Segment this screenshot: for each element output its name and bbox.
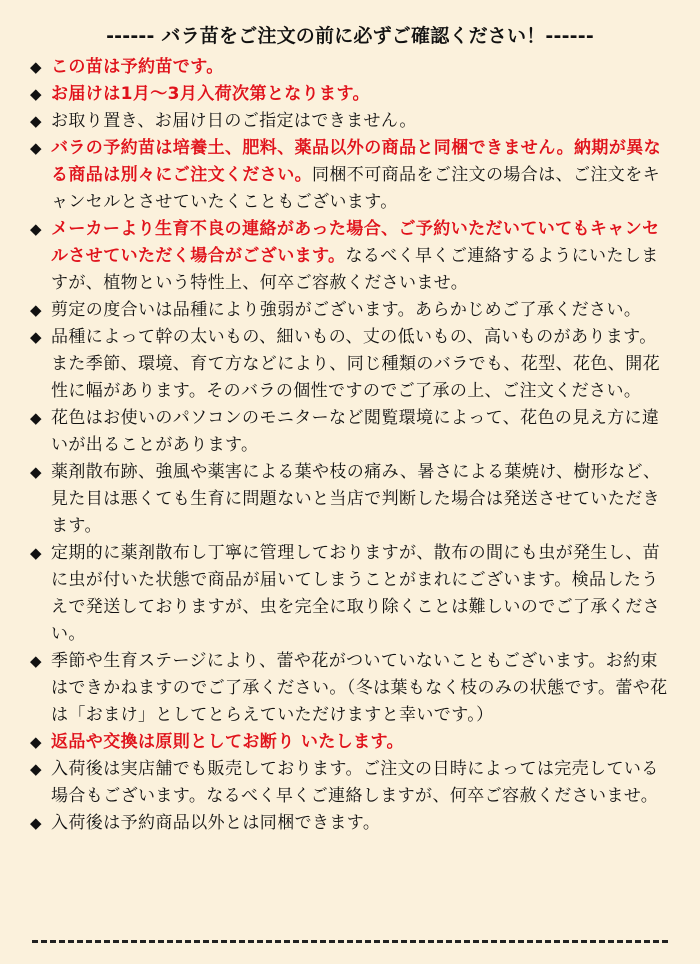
- notice-title: ------ バラ苗をご注文の前に必ずご確認ください！------: [106, 25, 594, 47]
- notice-text: なるべく早くご連絡するようにいたしますが、植物という特性上、何卒ご容赦くださいませ。: [51, 246, 659, 293]
- diamond-bullet-icon: ◆: [30, 652, 42, 670]
- diamond-bullet-icon: ◆: [30, 544, 42, 562]
- notice-item: [30, 216, 670, 297]
- notice-item: [30, 648, 670, 729]
- notice-item: [30, 108, 670, 135]
- notice-item: [30, 135, 670, 216]
- notice-item: [30, 810, 670, 837]
- diamond-bullet-icon: ◆: [30, 733, 42, 751]
- diamond-bullet-icon: ◆: [30, 220, 42, 238]
- diamond-bullet-icon: ◆: [30, 409, 42, 427]
- diamond-bullet-icon: ◆: [30, 139, 42, 157]
- notice-item: [30, 297, 670, 324]
- diamond-bullet-icon: ◆: [30, 58, 42, 76]
- diamond-bullet-icon: ◆: [30, 760, 42, 778]
- diamond-bullet-icon: ◆: [30, 463, 42, 481]
- diamond-bullet-icon: ◆: [30, 814, 42, 832]
- notice-item: [30, 324, 670, 405]
- notice-text: 品種によって幹の太いもの、細いもの、丈の低いもの、高いものがあります。また季節、環境、育て方などにより、同じ種類のバラでも、花型、花色、開花性に幅があります。そのバラの個性ですのでご了承の上、ご注文ください。: [51, 327, 660, 401]
- notice-text: 薬剤散布跡、強風や薬害による葉や枝の痛み、暑さによる葉焼け、樹形など、見た目は悪くても生育に問題ないと当店で判断した場合は発送させていただきます。: [51, 462, 661, 536]
- notice-text: お取り置き、お届け日のご指定はできません。: [51, 111, 417, 131]
- notice-warning-text: 返品や交換は原則としてお断り いたします。: [51, 732, 404, 752]
- diamond-bullet-icon: ◆: [30, 301, 42, 319]
- notice-item: [30, 54, 670, 81]
- diamond-bullet-icon: ◆: [30, 328, 42, 346]
- notice-warning-text: この苗は予約苗です。: [51, 57, 224, 77]
- notice-text: 入荷後は予約商品以外とは同梱できます。: [51, 813, 381, 833]
- notice-item: [30, 729, 670, 756]
- diamond-bullet-icon: ◆: [30, 85, 42, 103]
- notice-text: 入荷後は実店舗でも販売しております。ご注文の日時によっては完売している場合もございます。なるべく早くご連絡しますが、何卒ご容赦くださいませ。: [51, 759, 659, 806]
- dashed-divider: [32, 940, 668, 943]
- notice-text: 同梱不可商品をご注文の場合は、ご注文をキャンセルとさせていたくこともございます。: [51, 165, 660, 212]
- notice-item: [30, 81, 670, 108]
- diamond-bullet-icon: ◆: [30, 112, 42, 130]
- notice-text: 花色はお使いのパソコンのモニターなど閲覧環境によって、花色の見え方に違いが出ることがあります。: [51, 408, 660, 455]
- notice-item: [30, 459, 670, 540]
- notice-text: 季節や生育ステージにより、蕾や花がついていないこともございます。お約束はできかねますのでご了承ください。（冬は葉もなく枝のみの状態です。蕾や花は「おまけ」としてとらえていただけますと幸いです。）: [51, 651, 668, 725]
- notice-text: 剪定の度合いは品種により強弱がございます。あらかじめご了承ください。: [51, 300, 642, 320]
- notice-text: 定期的に薬剤散布し丁寧に管理しておりますが、散布の間にも虫が発生し、苗に虫が付いた状態で商品が届いてしまうことがまれにございます。検品したうえで発送しておりますが、虫を完全に取り除くことは難しいのでご了承ください。: [51, 543, 660, 644]
- notice-warning-text: お届けは1月～3月入荷次第となります。: [51, 84, 370, 104]
- notice-item: [30, 756, 670, 810]
- notice-warning-text: バラの予約苗は培養土、肥料、薬品以外の商品と同梱できません。納期が異なる商品は別々にご注文ください。: [51, 138, 662, 185]
- notice-item: [30, 405, 670, 459]
- notice-list: [30, 54, 670, 837]
- notice-warning-text: メーカーより生育不良の連絡があった場合、ご予約いただいていてもキャンセルさせていただく場合がございます。: [51, 219, 660, 266]
- notice-item: [30, 540, 670, 648]
